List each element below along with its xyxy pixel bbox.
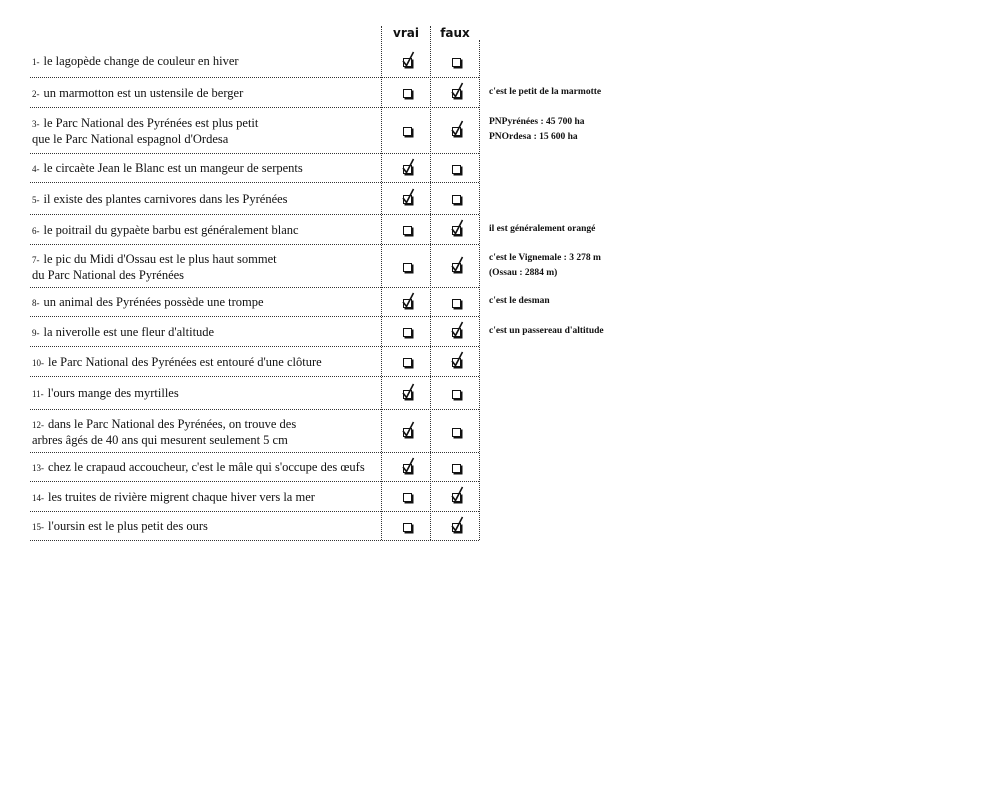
row-divider — [30, 287, 479, 288]
vrai-checkbox[interactable] — [400, 124, 414, 138]
question-number: 13- — [32, 463, 44, 473]
question-row — [30, 153, 479, 182]
check-mark-icon — [450, 321, 464, 338]
question-line: dans le Parc National des Pyrénées, on trouve des — [48, 416, 297, 431]
faux-checkbox[interactable] — [449, 223, 463, 237]
question-row — [30, 244, 479, 287]
check-mark-icon — [401, 51, 415, 68]
row-divider — [30, 153, 479, 154]
question-line: du Parc National des Pyrénées — [32, 267, 185, 282]
question-line: le Parc National des Pyrénées est entouré d'une clôture — [48, 354, 322, 369]
question-text — [32, 295, 264, 311]
question-line: il existe des plantes carnivores dans les Pyrénées — [43, 191, 288, 206]
header-vrai: vrai — [393, 26, 419, 40]
question-row — [30, 44, 479, 77]
vrai-checkbox[interactable] — [400, 296, 414, 310]
faux-checkbox[interactable] — [449, 162, 463, 176]
question-line: le Parc National des Pyrénées est plus petit — [43, 116, 259, 130]
question-number: 4- — [32, 164, 40, 174]
faux-checkbox[interactable] — [449, 387, 463, 401]
question-text — [32, 325, 214, 341]
question-number: 11- — [32, 389, 44, 399]
check-mark-icon — [401, 188, 415, 205]
question-text — [32, 161, 303, 177]
question-line: un marmotton est un ustensile de berger — [43, 85, 244, 100]
faux-checkbox[interactable] — [449, 520, 463, 534]
question-line: le poitrail du gypaète barbu est généralement blanc — [43, 222, 299, 237]
checkbox-square — [403, 127, 412, 136]
row-divider — [30, 376, 479, 377]
question-number: 10- — [32, 357, 44, 368]
row-divider — [30, 316, 479, 317]
vrai-checkbox[interactable] — [400, 260, 414, 274]
question-row — [30, 182, 479, 214]
check-mark-icon — [450, 219, 464, 236]
check-mark-icon — [450, 351, 464, 368]
question-line: les truites de rivière migrent chaque hiver vers la mer — [48, 489, 315, 504]
checkbox-square — [452, 165, 461, 174]
check-mark-icon — [401, 292, 415, 309]
question-row — [30, 481, 479, 511]
question-number: 6- — [32, 225, 40, 236]
row-divider — [30, 540, 479, 541]
faux-checkbox[interactable] — [449, 325, 463, 339]
answer-note-line: PNOrdesa : 15 600 ha — [489, 132, 578, 142]
row-divider — [30, 244, 479, 245]
vrai-checkbox[interactable] — [400, 461, 414, 475]
question-row — [30, 214, 479, 244]
check-mark-icon — [401, 383, 415, 400]
question-text — [32, 355, 322, 371]
question-row — [30, 409, 479, 452]
question-line: que le Parc National espagnol d'Ordesa — [32, 132, 229, 146]
question-number: 5- — [32, 194, 40, 205]
question-text — [32, 519, 208, 535]
vrai-checkbox[interactable] — [400, 162, 414, 176]
checkbox-square — [452, 428, 461, 437]
question-line: le circaète Jean le Blanc est un mangeur de serpents — [43, 161, 303, 175]
question-number: 9- — [32, 327, 40, 338]
question-text — [32, 54, 239, 70]
row-divider — [30, 107, 479, 108]
checkbox-square — [452, 299, 461, 308]
question-row — [30, 77, 479, 107]
vrai-checkbox[interactable] — [400, 425, 414, 439]
check-mark-icon — [450, 120, 464, 137]
header-faux: faux — [440, 26, 470, 40]
faux-checkbox[interactable] — [449, 296, 463, 310]
row-divider — [30, 511, 479, 512]
answer-note — [489, 85, 601, 100]
question-row — [30, 452, 479, 481]
row-divider — [30, 409, 479, 410]
question-text — [32, 192, 288, 208]
question-text — [32, 490, 315, 506]
question-number: 3- — [32, 119, 40, 129]
checkbox-square — [403, 358, 412, 367]
check-mark-icon — [450, 486, 464, 503]
answer-note — [489, 294, 550, 309]
question-row — [30, 107, 479, 153]
row-divider — [30, 452, 479, 453]
vrai-checkbox[interactable] — [400, 325, 414, 339]
faux-checkbox[interactable] — [449, 124, 463, 138]
faux-checkbox[interactable] — [449, 461, 463, 475]
vrai-checkbox[interactable] — [400, 55, 414, 69]
question-line: le lagopède change de couleur en hiver — [43, 54, 239, 68]
answer-note — [489, 115, 585, 145]
check-mark-icon — [401, 158, 415, 175]
answer-note-line: (Ossau : 2884 m) — [489, 267, 558, 278]
checkbox-square — [452, 390, 461, 399]
vrai-checkbox[interactable] — [400, 520, 414, 534]
question-number: 15- — [32, 522, 44, 532]
vrai-checkbox[interactable] — [400, 192, 414, 206]
question-text — [32, 86, 243, 102]
question-text — [32, 252, 277, 283]
checkbox-square — [452, 58, 461, 67]
checkbox-square — [452, 464, 461, 473]
answer-note-line: c'est le desman — [489, 296, 550, 306]
question-line: l'oursin est le plus petit des ours — [48, 519, 208, 533]
vrai-checkbox[interactable] — [400, 355, 414, 369]
answer-note — [489, 324, 604, 339]
checkbox-square — [403, 523, 412, 532]
checkbox-square — [403, 226, 412, 235]
question-line: arbres âgés de 40 ans qui mesurent seulement 5 cm — [32, 432, 288, 447]
answer-note-line: PNPyrénées : 45 700 ha — [489, 117, 585, 127]
row-divider — [30, 77, 479, 78]
faux-checkbox[interactable] — [449, 490, 463, 504]
row-divider — [30, 214, 479, 215]
question-text — [32, 116, 258, 147]
question-number: 2- — [32, 88, 40, 99]
column-divider — [479, 40, 480, 540]
question-number: 8- — [32, 298, 40, 308]
faux-checkbox[interactable] — [449, 260, 463, 274]
question-row — [30, 376, 479, 409]
question-line: un animal des Pyrénées possède une trompe — [43, 295, 264, 309]
faux-checkbox[interactable] — [449, 55, 463, 69]
checkbox-square — [403, 493, 412, 502]
question-row — [30, 287, 479, 316]
question-text — [32, 417, 296, 448]
checkbox-square — [403, 328, 412, 337]
question-text — [32, 223, 299, 239]
question-text — [32, 386, 179, 402]
check-mark-icon — [450, 516, 464, 533]
check-mark-icon — [450, 82, 464, 99]
answer-note-line: c'est le Vignemale : 3 278 m — [489, 252, 601, 263]
check-mark-icon — [401, 457, 415, 474]
question-row — [30, 511, 479, 540]
faux-checkbox[interactable] — [449, 425, 463, 439]
checkbox-square — [403, 263, 412, 272]
checkbox-square — [403, 89, 412, 98]
vrai-checkbox[interactable] — [400, 86, 414, 100]
question-row — [30, 346, 479, 376]
vrai-checkbox[interactable] — [400, 223, 414, 237]
faux-checkbox[interactable] — [449, 355, 463, 369]
answer-note-line: il est généralement orangé — [489, 223, 596, 234]
question-number: 1- — [32, 57, 40, 67]
vrai-checkbox[interactable] — [400, 387, 414, 401]
question-line: la niverolle est une fleur d'altitude — [43, 324, 215, 339]
row-divider — [30, 481, 479, 482]
row-divider — [30, 346, 479, 347]
faux-checkbox[interactable] — [449, 86, 463, 100]
row-divider — [30, 182, 479, 183]
answer-note-line: c'est un passereau d'altitude — [489, 325, 604, 336]
vrai-checkbox[interactable] — [400, 490, 414, 504]
question-number: 12- — [32, 419, 44, 430]
check-mark-icon — [450, 256, 464, 273]
question-line: chez le crapaud accoucheur, c'est le mâle qui s'occupe des œufs — [48, 460, 365, 474]
question-number: 7- — [32, 254, 40, 265]
answer-note — [489, 251, 601, 281]
check-mark-icon — [401, 421, 415, 438]
question-number: 14- — [32, 492, 44, 503]
question-line: l'ours mange des myrtilles — [47, 386, 179, 400]
checkbox-square — [452, 195, 461, 204]
answer-note-line: c'est le petit de la marmotte — [489, 86, 602, 97]
answer-note — [489, 222, 595, 237]
question-row — [30, 316, 479, 346]
faux-checkbox[interactable] — [449, 192, 463, 206]
question-text — [32, 460, 365, 476]
question-line: le pic du Midi d'Ossau est le plus haut sommet — [43, 251, 277, 266]
